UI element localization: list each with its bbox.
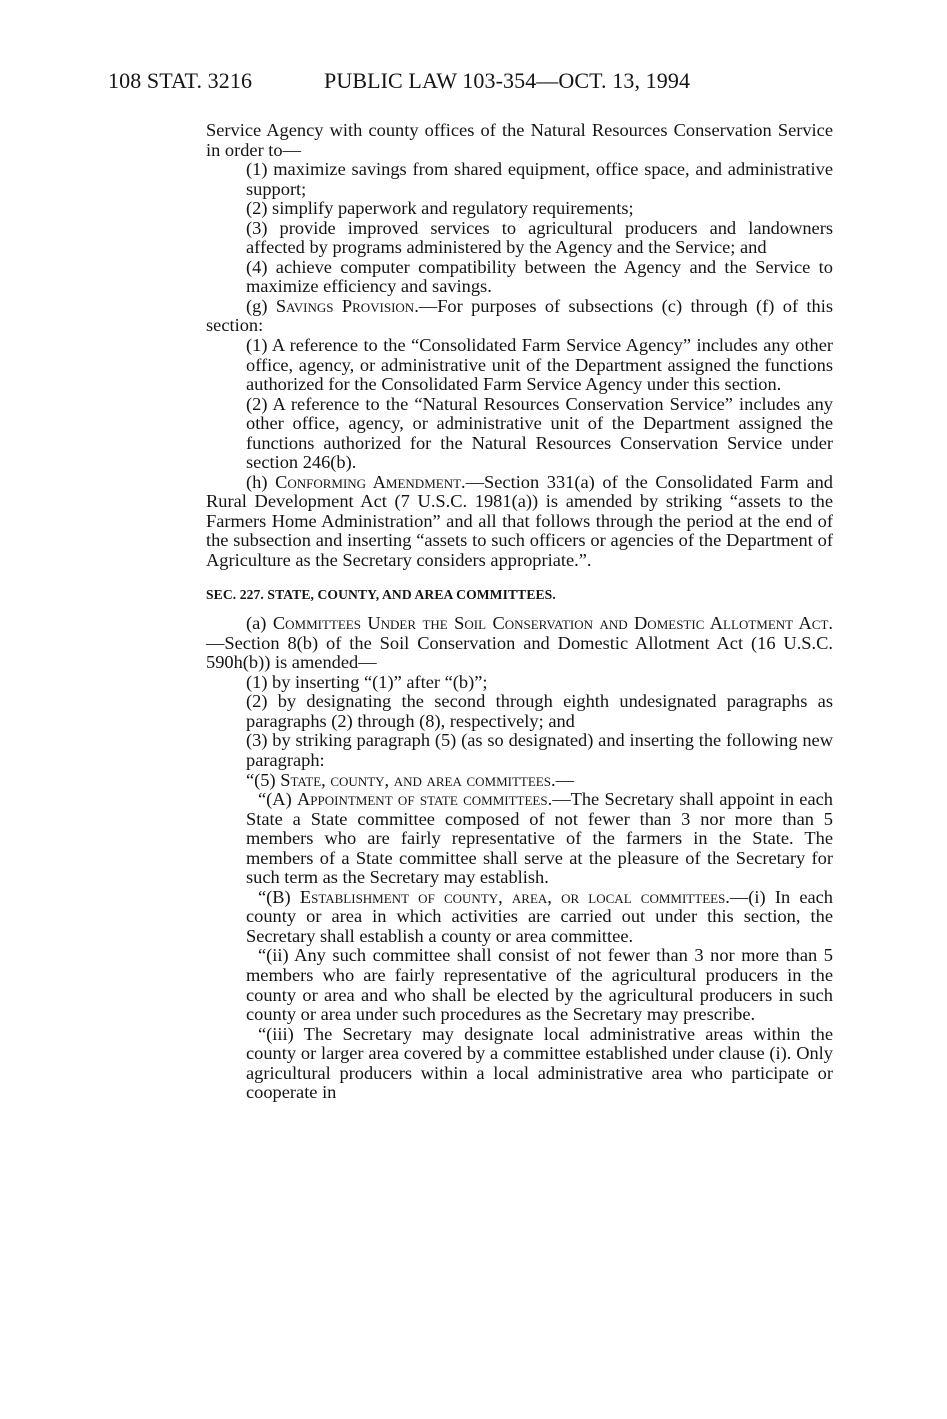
law-title: PUBLIC LAW 103-354—OCT. 13, 1994 [324,68,691,93]
list-item: (1) by inserting “(1)” after “(b)”; [246,671,488,692]
subsection-label: (a) [246,613,267,634]
subsection-label: (g) [246,295,268,316]
list-item: (1) A reference to the “Consolidated Farm Service Agency” includes any other office, agency, or administrative unit of the Department assigned the functions authorized for the Consolidated Farm Service Agency under this section. [246,335,833,395]
intro-paragraph: Service Agency with county offices of the Natural Resources Conservation Service in order to— [206,120,833,160]
paragraph-dash: — [555,769,574,790]
subparagraph-heading: Establishment of county, area, or local committees. [299,886,730,907]
paragraph-label: “(5) [246,769,276,790]
list-item: (2) by designating the second through eighth undesignated paragraphs as paragraphs (2) through (8), respectively; and [246,691,833,731]
section-heading: SEC. 227. STATE, COUNTY, AND AREA COMMITTEES. [206,586,556,602]
list-item: (2) simplify paperwork and regulatory requirements; [246,198,634,219]
subparagraph-text: —The Secretary shall appoint in each State a State committee composed of not fewer than 3 nor more than 5 members who are fairly representative of the farmers in the State. The members of a State committee shall serve at the pleasure of the Secretary for such term as the Secretary may establish. [246,789,833,888]
clause-iii: “(iii) The Secretary may designate local administrative areas within the county or larger area covered by a committee established under clause (i). Only agricultural producers within a local administrative area who participate or cooperate in [246,1023,833,1103]
paragraph-5 [206,771,833,791]
subparagraph-heading: Appointment of state committees. [297,789,553,810]
subparagraph-a [206,790,833,888]
statute-body [206,121,833,1103]
subparagraph-text: —(i) In each county or area in which activities are carried out under this section, the Secretary shall establish a county or area committee. [246,886,834,946]
subsection-text: —For purposes of subsections (c) through (f) of this section: [206,295,833,336]
list-item: (3) provide improved services to agricultural producers and landowners affected by programs administered by the Agency and the Service; and [246,217,833,258]
subsection-h [206,473,833,571]
stat-reference: 108 STAT. 3216 [108,68,253,93]
subsection-heading: Conforming Amendment. [275,471,466,492]
subsection-heading: Committees Under the Soil Conservation and Domestic Allotment Act. [272,613,833,634]
list-item: (2) A reference to the “Natural Resources Conservation Service” includes any other office, agency, or administrative unit of the Department assigned the functions authorized for the Natural Resources Conservation Service under section 246(b). [246,393,833,473]
list-item: (3) by striking paragraph (5) (as so designated) and inserting the following new paragraph: [246,730,833,770]
subparagraph-label: “(A) [258,789,292,810]
paragraph-heading: State, county, and area committees. [280,769,556,790]
subsection-g [206,297,833,336]
clause-ii: “(ii) Any such committee shall consist of not fewer than 3 nor more than 5 members who are fairly representative of the agricultural producers in the county or area and who shall be elected by the agricultural producers in such county or area under such procedures as the Secretary may prescribe. [246,945,833,1025]
list-item: (4) achieve computer compatibility between the Agency and the Service to maximize efficiency and savings. [246,256,833,297]
subparagraph-b [206,888,833,947]
subsection-text: —Section 8(b) of the Soil Conservation and Domestic Allotment Act (16 U.S.C. 590h(b)) is amended— [206,632,833,673]
subsection-a [206,614,833,673]
subsection-heading: Savings Provision. [275,295,419,316]
subsection-label: (h) [246,471,268,492]
subparagraph-label: “(B) [258,886,291,907]
subsection-text: —Section 331(a) of the Consolidated Farm and Rural Development Act (7 U.S.C. 1981(a)) is amended by striking “assets to the Farmers Home Administration” and all that follows through the period at the end of the subsection and inserting “assets to such officers or agencies of the Department of Agriculture as the Secretary considers appropriate.”. [206,471,833,571]
list-item: (1) maximize savings from shared equipment, office space, and administrative support; [246,159,833,199]
